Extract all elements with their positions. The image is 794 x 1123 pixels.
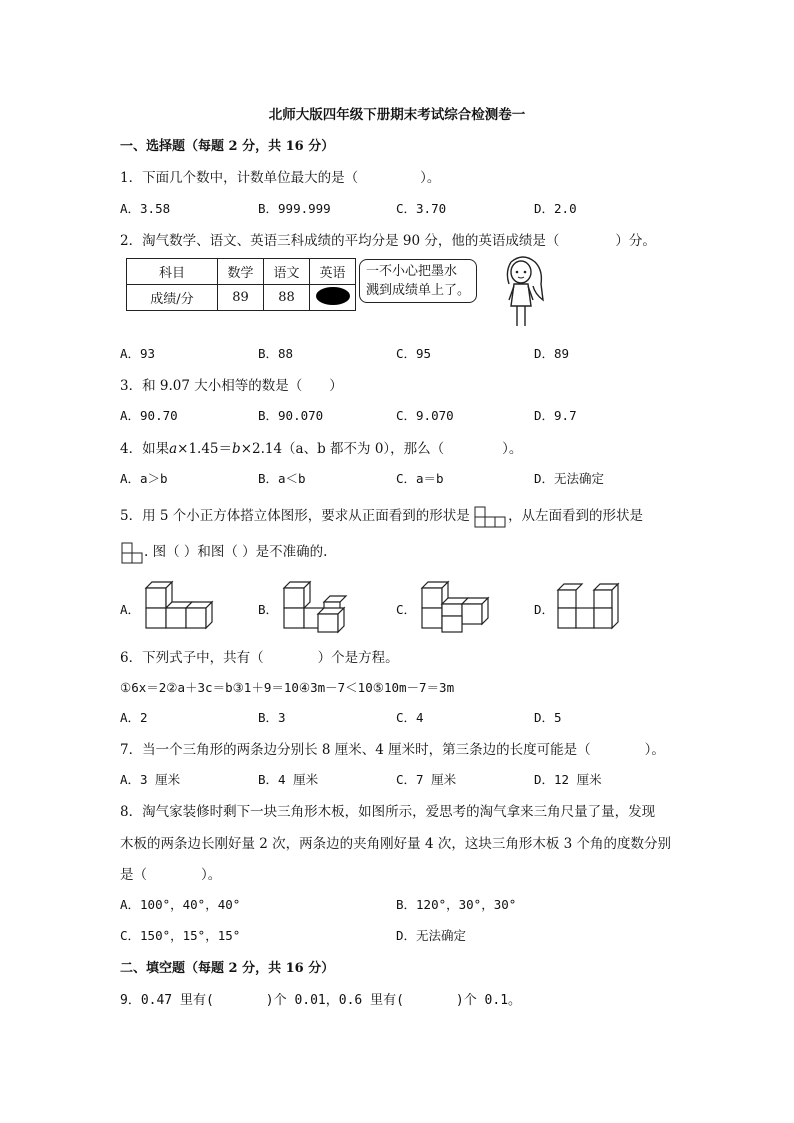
q2-option-a[interactable]: A．93 xyxy=(120,346,156,361)
q7-option-a[interactable]: A．3 厘米 xyxy=(120,772,181,787)
section-heading-choice: 一、选择题（每题 2 分，共 16 分） xyxy=(120,139,335,154)
q7-option-c[interactable]: C．7 厘米 xyxy=(396,772,457,787)
q2-option-b[interactable]: B．88 xyxy=(258,346,294,361)
ink-blot-cell xyxy=(310,285,356,311)
question-4-text: 4．如果 xyxy=(120,441,170,457)
cube-figure-a-icon[interactable] xyxy=(140,578,220,634)
bubble-line-2: 溅到成绩单上了。 xyxy=(366,283,471,298)
q7-option-d[interactable]: D．12 厘米 xyxy=(534,772,602,787)
q4-option-a[interactable]: A．a＞b xyxy=(120,471,168,486)
q5-option-c-label[interactable]: C． xyxy=(396,602,417,617)
q4-option-d[interactable]: D．无法确定 xyxy=(534,471,605,486)
girl-illustration-icon xyxy=(497,254,549,334)
q6-equation-list: ①6x＝2②a＋3c＝b③1＋9＝10④3m－7＜10⑤10m－7＝3m xyxy=(120,680,455,695)
question-9-text-mid: )个 0.01，0.6 里有( xyxy=(265,993,404,1008)
cube-figure-c-icon[interactable] xyxy=(416,578,496,634)
question-5-text-3: . 图（ ）和图（ ）是不准确的. xyxy=(144,544,328,560)
question-9-text-end: )个 0.1。 xyxy=(455,993,522,1008)
question-4-mid2: ×2.14（a、b 都不为 0），那么（ xyxy=(240,441,445,457)
table-header-chinese: 语文 xyxy=(264,259,310,285)
question-7-text: 7．当一个三角形的两条边分别长 8 厘米、4 厘米时，第三条边的长度可能是（ xyxy=(120,742,591,758)
q6-option-c[interactable]: C．4 xyxy=(396,710,424,725)
q3-option-d[interactable]: D．9.7 xyxy=(534,408,577,423)
ink-blot-icon xyxy=(315,286,351,306)
front-view-shape-icon xyxy=(474,506,508,528)
q2-option-c[interactable]: C．95 xyxy=(396,346,432,361)
q8-option-a[interactable]: A．100°，40°，40° xyxy=(120,897,241,912)
question-6 xyxy=(120,646,399,666)
q3-option-b[interactable]: B．90.070 xyxy=(258,408,324,423)
bubble-line-1: 一不小心把墨水 xyxy=(366,264,458,279)
q4-option-c[interactable]: C．a＝b xyxy=(396,471,444,486)
left-view-shape-icon xyxy=(120,541,144,565)
question-7-text-end: ）。 xyxy=(644,742,665,758)
q3-option-a[interactable]: A．90.70 xyxy=(120,408,178,423)
q3-option-c[interactable]: C．9.070 xyxy=(396,408,454,423)
question-5 xyxy=(120,504,643,528)
q5-option-a-label[interactable]: A． xyxy=(120,602,141,617)
question-6-text-end: ）个是方程。 xyxy=(317,650,399,666)
q2-option-d[interactable]: D．89 xyxy=(534,346,570,361)
q1-option-a[interactable]: A．3.58 xyxy=(120,201,171,216)
q8-option-c[interactable]: C．150°，15°，15° xyxy=(120,928,241,943)
question-1-text: 1．下面几个数中，计数单位最大的是（ xyxy=(120,170,359,186)
cube-figure-b-icon[interactable] xyxy=(278,578,358,634)
q6-option-a[interactable]: A．2 xyxy=(120,710,148,725)
score-table xyxy=(126,258,356,311)
table-cell-chinese: 88 xyxy=(264,285,310,311)
question-3: 3．和 9.07 大小相等的数是（ ） xyxy=(120,378,343,394)
question-8-line-1: 8．淘气家装修时剩下一块三角形木板，如图所示，爱思考的淘气拿来三角尺量了量，发现 xyxy=(120,804,656,820)
cube-figure-d-icon[interactable] xyxy=(554,578,630,634)
question-9 xyxy=(120,989,521,1008)
question-1 xyxy=(120,166,440,186)
question-8-text-end: ）。 xyxy=(201,867,222,883)
q1-option-b[interactable]: B．999.999 xyxy=(258,201,331,216)
question-2 xyxy=(120,229,656,249)
question-4-text-end: ）。 xyxy=(502,441,523,457)
question-1-text-end: ）。 xyxy=(420,170,441,186)
var-b: b xyxy=(232,441,241,457)
q6-option-b[interactable]: B．3 xyxy=(258,710,286,725)
question-6-text: 6．下列式子中，共有（ xyxy=(120,650,264,666)
q7-option-b[interactable]: B．4 厘米 xyxy=(258,772,319,787)
question-4-mid1: ×1.45＝ xyxy=(177,441,233,457)
section-heading-fill: 二、填空题（每题 2 分，共 16 分） xyxy=(120,961,335,976)
q5-option-d-label[interactable]: D． xyxy=(534,602,555,617)
q8-option-d[interactable]: D．无法确定 xyxy=(396,928,467,943)
question-8-line-3 xyxy=(120,863,221,883)
question-8-line-2: 木板的两条边长刚好量 2 次，两条边的夹角刚好量 4 次，这块三角形木板 3 个角的度数分别 xyxy=(120,836,672,852)
question-7 xyxy=(120,738,665,758)
question-9-text: 9．0.47 里有( xyxy=(120,993,214,1008)
question-2-text: 2．淘气数学、语文、英语三科成绩的平均分是 90 分，他的英语成绩是（ xyxy=(120,233,560,249)
question-8-text: 是（ xyxy=(120,867,147,883)
question-5-line-2 xyxy=(120,540,327,565)
question-2-text-end: ）分。 xyxy=(615,233,656,249)
table-header-english: 英语 xyxy=(310,259,356,285)
q1-option-c[interactable]: C．3.70 xyxy=(396,201,447,216)
var-a: a xyxy=(169,441,178,457)
speech-bubble xyxy=(359,259,477,303)
question-5-text-2: ，从左面看到的形状是 xyxy=(508,508,644,524)
q1-option-d[interactable]: D．2.0 xyxy=(534,201,577,216)
table-cell-math: 89 xyxy=(218,285,264,311)
q8-option-b[interactable]: B．120°，30°，30° xyxy=(396,897,517,912)
q4-option-b[interactable]: B．a＜b xyxy=(258,471,306,486)
table-row-label: 成绩/分 xyxy=(127,285,218,311)
table-header-subject: 科目 xyxy=(127,259,218,285)
page-title: 北师大版四年级下册期末考试综合检测卷一 xyxy=(268,107,526,123)
q6-option-d[interactable]: D．5 xyxy=(534,710,562,725)
question-5-text: 5．用 5 个小正方体搭立体图形，要求从正面看到的形状是 xyxy=(120,508,470,524)
table-header-math: 数学 xyxy=(218,259,264,285)
question-4 xyxy=(120,437,522,457)
q5-option-b-label[interactable]: B． xyxy=(258,602,279,617)
